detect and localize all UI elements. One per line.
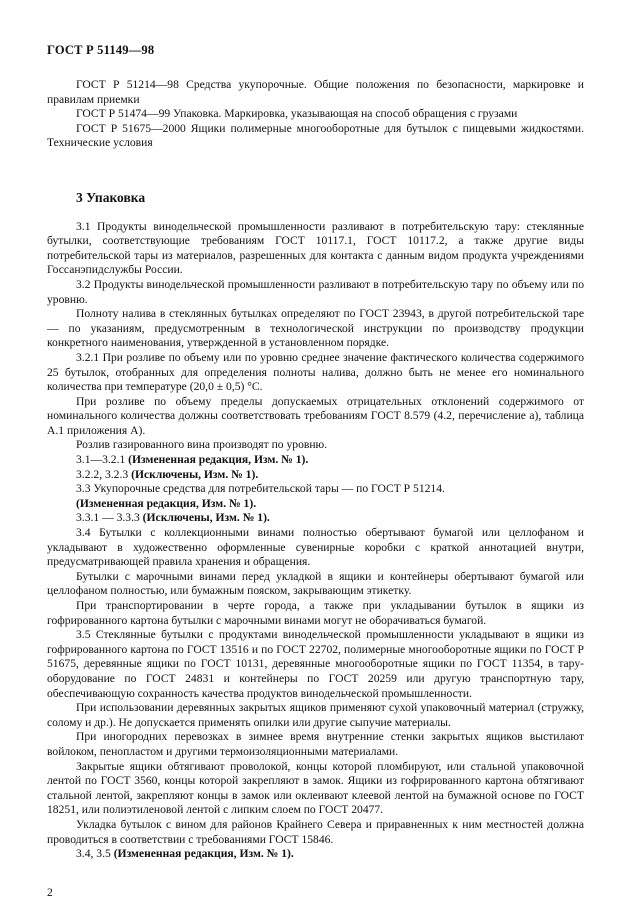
- amendment-note: [47, 511, 584, 526]
- amendment-text: (Исключены, Изм. № 1).: [142, 511, 270, 525]
- paragraph-3-2: 3.2 Продукты винодельческой промышленности разливают в потребительскую тару по объему или по уровню.: [47, 277, 584, 306]
- reference-item: ГОСТ Р 51675—2000 Ящики полимерные многооборотные для бутылок с пищевыми жидкостями. Технические условия: [47, 121, 584, 150]
- amendment-note: [47, 847, 584, 862]
- paragraph-far-north: Укладка бутылок с вином для районов Крайнего Севера и приравненных к ним местностей должна проводиться в соответствии с требованиями ГОСТ 15846.: [47, 817, 584, 846]
- reference-item: ГОСТ Р 51474—99 Упаковка. Маркировка, указывающая на способ обращения с грузами: [76, 107, 518, 121]
- amendment-clauses: 3.2.2, 3.2.3: [76, 467, 132, 481]
- paragraph-3-1: 3.1 Продукты винодельческой промышленности разливают в потребительскую тару: стеклянные бутылки, соответствующие требованиям ГОСТ 10117.1, ГОСТ 10117.2, а также другие виды потребительской тары из материалов, разрешенных для контакта с данным видом продукта учреждениями Госсанэпидслужбы России.: [47, 219, 584, 277]
- paragraph-3-5: 3.5 Стеклянные бутылки с продуктами винодельческой промышленности укладывают в ящики из гофрированного картона по ГОСТ 13516 и по ГОСТ 22702, полимерные многооборотные ящики по ГОСТ Р 51675, деревянные ящики по ГОСТ 10131, деревянные многооборотные ящики по ГОСТ 11354, в тару-оборудование по ГОСТ 24831 и контейнеры по ГОСТ 20259 или другую транспортную тару, обеспечивающую сохранность качества продуктов винодельческой промышленности.: [47, 628, 584, 700]
- document-body: [47, 78, 584, 862]
- amendment-note: (Измененная редакция, Изм. № 1).: [76, 496, 257, 510]
- amendment-clauses: 3.4, 3.5: [76, 847, 114, 861]
- paragraph-sparkling: Розлив газированного вина производят по уровню.: [76, 438, 328, 452]
- paragraph-3-4: 3.4 Бутылки с коллекционными винами полностью обертывают бумагой или целлофаном и укладывают в художественно оформленные сувенирные коробки с краткой аннотацией внутри, предусматривающей правила хранения и обращения.: [47, 526, 584, 569]
- amendment-note: [47, 453, 584, 468]
- reference-item: ГОСТ Р 51214—98 Средства укупорочные. Общие положения по безопасности, маркировке и правилам приемки: [47, 78, 584, 106]
- reference-list: [47, 78, 584, 151]
- paragraph-box-sealing: Закрытые ящики обтягивают проволокой, концы которой пломбируют, или стальной упаковочной лентой по ГОСТ 3560, концы которой закрепляют в замок. Ящики из гофрированного картона обтягивают стальной лентой, закрепляют концы в замок или оклеивают клеевой лентой на бумажной основе по ГОСТ 18251, или полиэтиленовой лентой с липким слоем по ГОСТ 20477.: [47, 759, 584, 817]
- document-header: ГОСТ Р 51149—98: [47, 43, 155, 57]
- paragraph-wooden-boxes: При использовании деревянных закрытых ящиков применяют сухой упаковочный материал (стружку, солому и др.). Не допускается применять опилки или другие сыпучие материалы.: [47, 701, 584, 729]
- amendment-note: [47, 468, 584, 483]
- amendment-text: (Измененная редакция, Изм. № 1).: [113, 847, 294, 861]
- paragraph-fill-level: Полноту налива в стеклянных бутылках определяют по ГОСТ 23943, в другой потребительской таре — по указаниям, предусмотренным в технологической инструкции по производству продукции конкретного наименования, утвержденной в установленном порядке.: [47, 307, 584, 350]
- paragraph-city-transport: При транспортировании в черте города, а также при укладывании бутылок в ящики из гофрированного картона бутылки с марочными винами могут не оборачиваться бумагой.: [47, 599, 584, 627]
- paragraph-winter-transport: При иногородних перевозках в зимнее время внутренние стенки закрытых ящиков выстилают войлоком, пенопластом и другими термоизоляционными материалами.: [47, 730, 584, 758]
- section-heading: 3 Упаковка: [76, 189, 146, 205]
- paragraph-3-2-1: 3.2.1 При розливе по объему или по уровню среднее значение фактического количества содержимого 25 бутылок, отобранных для определения полноты налива, должно быть не менее его номинального количества при температуре (20,0 ± 0,5) °С.: [47, 350, 584, 394]
- amendment-text: (Измененная редакция, Изм. № 1).: [128, 453, 309, 467]
- amendment-clauses: 3.1—3.2.1: [76, 453, 129, 467]
- amendment-text: (Исключены, Изм. № 1).: [131, 467, 259, 481]
- paragraph-3-3: 3.3 Укупорочные средства для потребительской тары — по ГОСТ Р 51214.: [76, 482, 445, 496]
- amendment-clauses: 3.3.1 — 3.3.3: [76, 511, 143, 525]
- paragraph-volume-limits: При розливе по объему пределы допускаемых отрицательных отклонений содержимого от номинального количества должны соответствовать требованиям ГОСТ 8.579 (4.2, перечисление а), таблица А.1 приложения А).: [47, 394, 584, 437]
- paragraph-vintage-wrapping: Бутылки с марочными винами перед укладкой в ящики и контейнеры обертывают бумагой или целлофаном полностью, или бумажным пояском, закрывающим этикетку.: [47, 569, 584, 598]
- page-number: 2: [47, 886, 53, 899]
